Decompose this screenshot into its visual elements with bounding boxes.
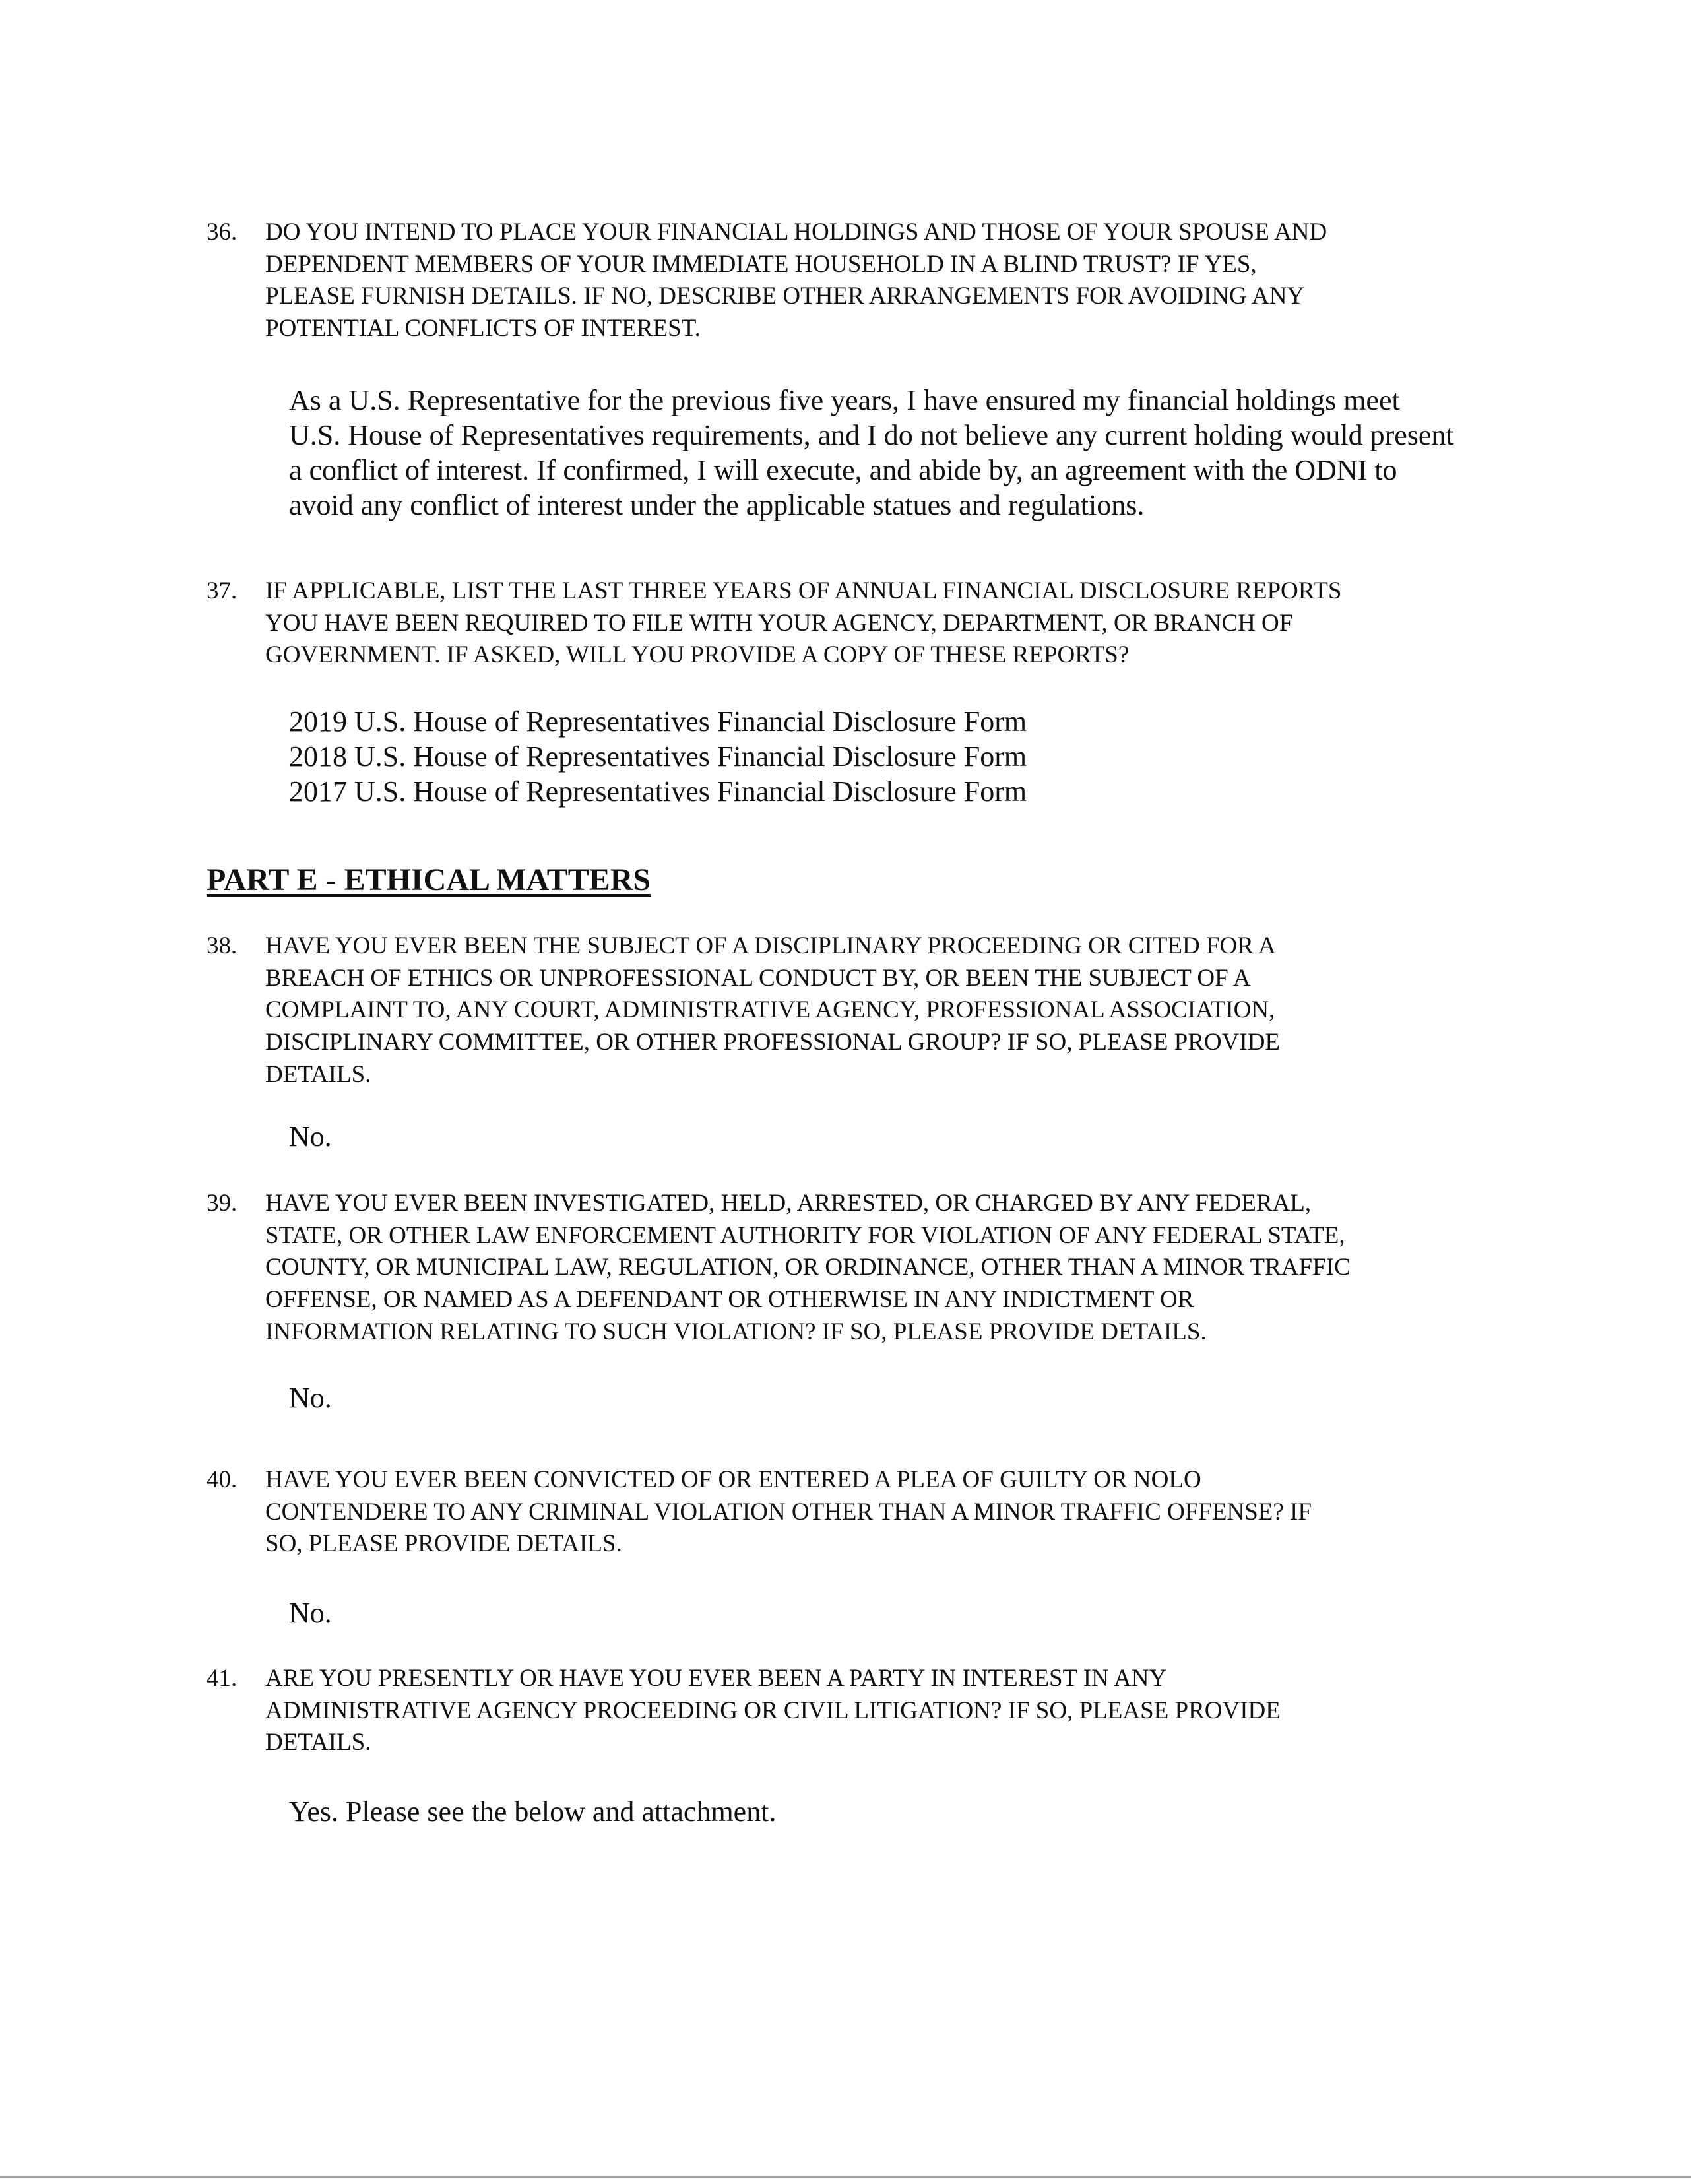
answer-line: avoid any conflict of interest under the applicable statues and regulations. — [289, 489, 1145, 521]
question-number: 37. — [207, 577, 238, 604]
part-e-heading: PART E - ETHICAL MATTERS — [207, 862, 651, 897]
question-line: YOU HAVE BEEN REQUIRED TO FILE WITH YOUR AGENCY, DEPARTMENT, OR BRANCH OF — [265, 609, 1293, 637]
answer-38 — [289, 1119, 332, 1154]
question-text — [265, 1188, 1351, 1349]
question-text — [265, 1464, 1312, 1560]
question-line: DETAILS. — [265, 1060, 371, 1088]
answer-line: a conflict of interest. If confirmed, I will execute, and abide by, an agreement with the ODNI to — [289, 454, 1397, 486]
answer-line: U.S. House of Representatives requirements, and I do not believe any current holding would present — [289, 419, 1454, 451]
question-number: 41. — [207, 1665, 238, 1692]
question-line: OFFENSE, OR NAMED AS A DEFENDANT OR OTHERWISE IN ANY INDICTMENT OR — [265, 1286, 1194, 1314]
question-line: HAVE YOU EVER BEEN INVESTIGATED, HELD, ARRESTED, OR CHARGED BY ANY FEDERAL, — [265, 1190, 1312, 1217]
answer-line: 2019 U.S. House of Representatives Financial Disclosure Form — [289, 705, 1027, 738]
answer-40 — [289, 1595, 332, 1630]
question-line: BREACH OF ETHICS OR UNPROFESSIONAL CONDUCT BY, OR BEEN THE SUBJECT OF A — [265, 964, 1251, 992]
question-line: ADMINISTRATIVE AGENCY PROCEEDING OR CIVIL LITIGATION? IF SO, PLEASE PROVIDE — [265, 1696, 1281, 1724]
question-line: SO, PLEASE PROVIDE DETAILS. — [265, 1530, 622, 1558]
question-line: DO YOU INTEND TO PLACE YOUR FINANCIAL HOLDINGS AND THOSE OF YOUR SPOUSE AND — [265, 218, 1327, 245]
question-line: STATE, OR OTHER LAW ENFORCEMENT AUTHORITY FOR VIOLATION OF ANY FEDERAL STATE, — [265, 1221, 1345, 1249]
answer-line: As a U.S. Representative for the previous five years, I have ensured my financial holdings meet — [289, 384, 1400, 416]
answer-39 — [289, 1380, 332, 1415]
question-text — [265, 575, 1341, 672]
answer-line: No. — [289, 1120, 332, 1153]
answer-line: Yes. Please see the below and attachment. — [289, 1795, 777, 1828]
answer-line: No. — [289, 1597, 332, 1629]
answer-line: 2017 U.S. House of Representatives Financial Disclosure Form — [289, 775, 1027, 808]
question-line: ARE YOU PRESENTLY OR HAVE YOU EVER BEEN A PARTY IN INTEREST IN ANY — [265, 1665, 1167, 1692]
question-line: CONTENDERE TO ANY CRIMINAL VIOLATION OTHER THAN A MINOR TRAFFIC OFFENSE? IF — [265, 1498, 1312, 1526]
question-text — [265, 930, 1280, 1091]
question-line: IF APPLICABLE, LIST THE LAST THREE YEARS OF ANNUAL FINANCIAL DISCLOSURE REPORTS — [265, 577, 1342, 604]
question-text — [265, 216, 1327, 345]
page-bottom-rule — [0, 2176, 1691, 2178]
question-number: 38. — [207, 932, 238, 959]
question-text — [265, 1663, 1281, 1759]
question-line: HAVE YOU EVER BEEN CONVICTED OF OR ENTERED A PLEA OF GUILTY OR NOLO — [265, 1466, 1201, 1493]
answer-line: No. — [289, 1382, 332, 1414]
question-line: DEPENDENT MEMBERS OF YOUR IMMEDIATE HOUSEHOLD IN A BLIND TRUST? IF YES, — [265, 250, 1257, 278]
question-number: 39. — [207, 1190, 238, 1217]
question-line: HAVE YOU EVER BEEN THE SUBJECT OF A DISCIPLINARY PROCEEDING OR CITED FOR A — [265, 932, 1276, 959]
question-number: 36. — [207, 218, 238, 245]
question-line: DETAILS. — [265, 1729, 371, 1756]
question-line: COUNTY, OR MUNICIPAL LAW, REGULATION, OR ORDINANCE, OTHER THAN A MINOR TRAFFIC — [265, 1254, 1351, 1281]
question-line: DISCIPLINARY COMMITTEE, OR OTHER PROFESSIONAL GROUP? IF SO, PLEASE PROVIDE — [265, 1029, 1281, 1056]
question-line: PLEASE FURNISH DETAILS. IF NO, DESCRIBE OTHER ARRANGEMENTS FOR AVOIDING ANY — [265, 282, 1305, 310]
answer-41 — [289, 1794, 776, 1829]
question-number: 40. — [207, 1466, 238, 1493]
question-line: COMPLAINT TO, ANY COURT, ADMINISTRATIVE AGENCY, PROFESSIONAL ASSOCIATION, — [265, 996, 1275, 1024]
question-line: INFORMATION RELATING TO SUCH VIOLATION? IF SO, PLEASE PROVIDE DETAILS. — [265, 1318, 1207, 1345]
question-line: POTENTIAL CONFLICTS OF INTEREST. — [265, 315, 701, 342]
answer-37 — [289, 704, 1027, 809]
answer-36 — [289, 383, 1454, 523]
answer-line: 2018 U.S. House of Representatives Financial Disclosure Form — [289, 740, 1027, 773]
question-line: GOVERNMENT. IF ASKED, WILL YOU PROVIDE A COPY OF THESE REPORTS? — [265, 641, 1130, 669]
